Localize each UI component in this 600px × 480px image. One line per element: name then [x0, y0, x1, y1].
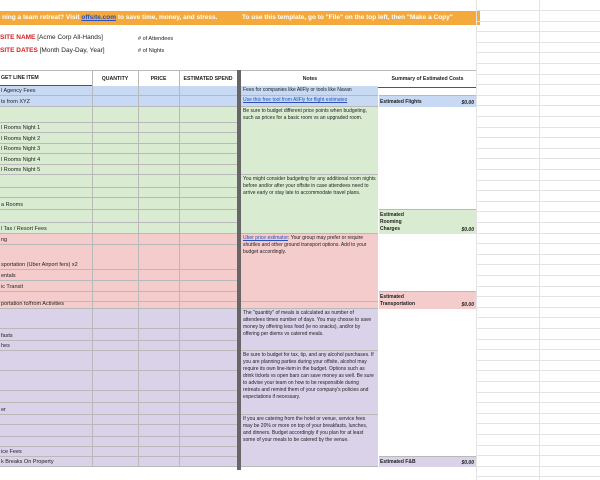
table-row[interactable] — [0, 457, 237, 467]
note-text: If you are catering from the hotel or venue, service fees may be 20% or more on top of your breakfasts, lunches, and dinners. Budget accordingly if you plan for at least some of your meals to be catered by the venue. — [243, 416, 368, 443]
table-row[interactable] — [0, 415, 237, 425]
table-row[interactable] — [0, 223, 237, 234]
table-row[interactable] — [0, 107, 237, 123]
grid-line — [476, 42, 600, 43]
grid-line — [476, 296, 600, 297]
header-quantity: QUANTITY — [92, 70, 138, 88]
table-row[interactable] — [0, 391, 237, 403]
table-row[interactable] — [0, 351, 237, 371]
grid-line — [476, 339, 600, 340]
grid-line — [476, 233, 600, 234]
note-text: : Your group may prefer or require shuttles and other ground transport options. Add to your budget accordingly. — [243, 235, 367, 255]
grid-line — [476, 211, 600, 212]
grid-line — [476, 434, 600, 435]
summary-row — [379, 292, 476, 309]
instructions-text: To use this template, go to "File" on the top left, then "Make a Copy" — [242, 14, 453, 21]
grid-line — [476, 31, 600, 32]
promo-text-post: to save time, money, and stress. — [116, 14, 218, 21]
grid-line — [476, 402, 600, 403]
summary-value: $0.00 — [461, 227, 474, 233]
note-link[interactable]: Uber price estimator — [243, 235, 289, 241]
summary-label: Estimated Flights — [380, 99, 422, 105]
grid-line — [476, 21, 600, 22]
grid-line — [476, 264, 600, 265]
offsite-name-value[interactable]: [Acme Corp All-Hands] — [37, 34, 103, 41]
table-row[interactable] — [0, 234, 237, 245]
summary-label: Estimated Rooming Charges — [380, 212, 404, 232]
table-row[interactable] — [0, 329, 237, 341]
table-row[interactable] — [0, 281, 237, 292]
grid-line — [476, 158, 600, 159]
promo-banner — [0, 11, 238, 25]
grid-line — [476, 370, 600, 371]
line-item-label: ice Fees — [1, 449, 22, 455]
note-cell[interactable] — [241, 234, 378, 302]
note-text: Be sure to budget different price points when budgeting, such as prices for a basic room vs an upgraded room. — [243, 108, 367, 121]
table-row[interactable] — [0, 447, 237, 457]
note-cell[interactable] — [241, 175, 378, 234]
table-row[interactable] — [0, 175, 237, 188]
grid-line — [476, 243, 600, 244]
line-item-label: l Tax / Resort Fees — [1, 226, 47, 232]
note-cell[interactable] — [241, 309, 378, 351]
note-text: You might consider budgeting for any additional room nights before and/or after your offsite in case attendees need to arrive early or stay late to accommodate travel plans. — [243, 176, 376, 196]
summary-value: $0.00 — [461, 302, 474, 308]
table-row[interactable] — [0, 198, 237, 210]
line-item-label: ic Transit — [1, 284, 24, 290]
grid-line — [476, 254, 600, 255]
summary-label: Estimated Transportation — [380, 294, 416, 307]
offsite-dates-value[interactable]: [Month Day-Day, Year] — [39, 47, 105, 54]
grid-line — [476, 84, 600, 85]
note-cell[interactable] — [241, 351, 378, 415]
grid-line — [476, 105, 600, 106]
line-item-label: ng — [1, 237, 8, 243]
grid-line — [476, 307, 600, 308]
summary-spacer — [379, 107, 476, 210]
line-item-label: fasts — [1, 333, 13, 339]
column-divider — [237, 70, 241, 470]
grid-line — [476, 10, 600, 11]
table-row[interactable] — [0, 302, 237, 309]
grid-line — [476, 445, 600, 446]
grid-line — [476, 148, 600, 149]
note-cell[interactable] — [241, 415, 378, 467]
table-row[interactable] — [0, 341, 237, 351]
line-item-label: portation to/from Activities — [1, 301, 64, 307]
table-row[interactable] — [0, 371, 237, 391]
note-text: Be sure to budget for tax, tip, and any alcohol purchases. If you are planning parties during your offsite, alcohol may require its own line-item in the budget. Options such as drink tickets vs open bars can save money as well. Be sure to advise your team on how to be responsible during retreats and remind them of your company's policies and expectations if necessary. — [243, 352, 374, 400]
table-row[interactable] — [0, 437, 237, 447]
grid-line — [476, 169, 600, 170]
summary-row — [379, 457, 476, 467]
grid-line — [476, 360, 600, 361]
note-text: Fees for companies like AllFly or tools like Navan — [243, 87, 352, 93]
offsite-dates-label: SITE DATES [Month Day-Day, Year] — [0, 47, 105, 54]
line-item-label: l Rooms Night 4 — [1, 157, 41, 163]
line-item-label: hes — [1, 343, 10, 349]
header-notes: Notes — [241, 70, 379, 88]
note-cell[interactable] — [241, 107, 378, 175]
note-cell[interactable] — [241, 302, 378, 309]
summary-row — [379, 210, 476, 234]
summary-value: $0.00 — [461, 460, 474, 466]
table-row[interactable] — [0, 154, 237, 165]
line-item-label: l Rooms Night 5 — [1, 167, 41, 173]
table-row[interactable] — [0, 270, 237, 281]
grid-line — [476, 317, 600, 318]
grid-line — [476, 137, 600, 138]
line-item-label: sportation (Uber Airport fers) x2 — [1, 262, 78, 268]
grid-line — [476, 190, 600, 191]
promo-text-pre: ning a team retreat? Visit — [2, 14, 82, 21]
grid-line — [476, 222, 600, 223]
column-line — [92, 70, 93, 467]
summary-spacer — [379, 309, 476, 457]
summary-value: $0.00 — [461, 100, 474, 106]
grid-line — [476, 423, 600, 424]
grid-line — [476, 381, 600, 382]
grid-line — [476, 52, 600, 53]
table-row[interactable] — [0, 96, 237, 107]
line-item-label: l Rooms Night 3 — [1, 146, 41, 152]
column-line — [138, 70, 139, 467]
nights-label: # of Nights — [138, 48, 165, 54]
grid-line — [476, 476, 600, 477]
grid-line — [476, 392, 600, 393]
grid-line — [476, 201, 600, 202]
grid-line — [476, 328, 600, 329]
line-item-label: er — [1, 407, 6, 413]
header-estimated-spend: ESTIMATED SPEND — [179, 70, 237, 88]
grid-line — [476, 180, 600, 181]
note-link[interactable]: Use this free tool from AllFly for flight estimates — [243, 97, 348, 103]
grid-line — [476, 74, 600, 75]
grid-line — [476, 349, 600, 350]
table-row[interactable] — [0, 309, 237, 329]
line-item-label: k Breaks On Property — [1, 459, 54, 465]
grid-line — [476, 413, 600, 414]
table-row[interactable] — [0, 403, 237, 415]
grid-line — [476, 116, 600, 117]
offsite-link[interactable]: offsite.com — [81, 14, 117, 21]
grid-line — [476, 286, 600, 287]
grid-line — [476, 127, 600, 128]
table-row[interactable] — [0, 245, 237, 270]
table-row[interactable] — [0, 188, 237, 198]
line-item-label: l Rooms Night 1 — [1, 125, 41, 131]
line-item-label: entals — [1, 273, 16, 279]
grid-line — [476, 466, 600, 467]
header-item: GET LINE ITEM — [0, 70, 92, 86]
table-row[interactable] — [0, 144, 237, 154]
table-row[interactable] — [0, 133, 237, 144]
header-summary: Summary of Estimated Costs — [379, 70, 476, 88]
offsite-name-label: SITE NAME [Acme Corp All-Hands] — [0, 34, 103, 41]
column-line — [179, 70, 180, 467]
summary-spacer — [379, 234, 476, 292]
attendees-label: # of Attendees — [138, 36, 174, 42]
grid-line — [476, 275, 600, 276]
table-row[interactable] — [0, 425, 237, 437]
table-row[interactable] — [0, 86, 237, 96]
note-cell[interactable] — [241, 96, 378, 107]
line-item-label: ts from XYZ — [1, 99, 31, 105]
grid-line — [476, 95, 600, 96]
line-item-label: a Rooms — [1, 202, 24, 208]
note-cell[interactable] — [241, 86, 378, 96]
summary-spacer — [379, 86, 476, 96]
grid-line — [476, 455, 600, 456]
header-price: PRICE — [138, 70, 179, 88]
grid-line — [539, 0, 540, 480]
grid-line — [476, 0, 477, 480]
instructions-banner — [238, 11, 480, 25]
table-row[interactable] — [0, 165, 237, 175]
summary-row — [379, 96, 476, 107]
line-item-label: l Agency Fees — [1, 88, 36, 94]
table-row[interactable] — [0, 123, 237, 133]
grid-line — [476, 63, 600, 64]
line-item-label: l Rooms Night 2 — [1, 136, 41, 142]
note-text: The "quantity" of meals is calculated as number of attendees times number of days. You may choose to save money by offering less food (ie no snacks), and/or by offering per diems vs catered meals. — [243, 310, 372, 337]
summary-label: Estimated F&B — [380, 459, 416, 465]
table-row[interactable] — [0, 210, 237, 223]
